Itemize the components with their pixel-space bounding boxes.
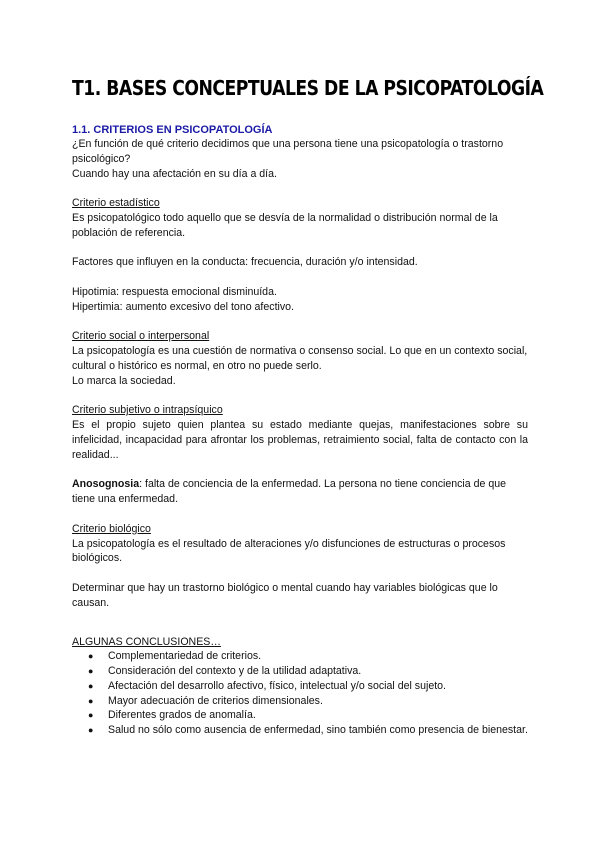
criterio-estadistico-heading: Criterio estadístico [72, 197, 160, 210]
criterio-biologico-heading: Criterio biológico [72, 522, 151, 535]
section-heading: 1.1. CRITERIOS EN PSICOPATOLOGÍA [72, 124, 273, 136]
criterio-subjetivo-heading: Criterio subjetivo o intrapsíquico [72, 404, 223, 417]
conclusiones-heading: ALGUNAS CONCLUSIONES… [72, 635, 221, 648]
list-item: ● Afectación del desarrollo afectivo, físico, intelectual y/o social del sujeto. [88, 679, 447, 692]
bullet-icon: ● [88, 666, 94, 677]
bullet-icon: ● [88, 651, 94, 662]
list-item: ● Complementariedad de criterios. [88, 650, 262, 663]
criterio-subjetivo-text: Es el propio sujeto quien plantea su estado mediante quejas, manifestaciones sobre su infelicidad, incapacidad para afrontar los problemas, retraimiento social, falta de contacto con la realidad... [72, 419, 528, 461]
criterio-biologico-text2: Determinar que hay un trastorno biológico o mental cuando hay variables biológicas que lo causan. [72, 581, 498, 609]
criterio-social-heading: Criterio social o interpersonal [72, 330, 210, 343]
anosognosia-definition: : falta de conciencia de la enfermedad. La persona no tiene conciencia de que tiene una enfermedad. [72, 478, 507, 506]
criterio-social-text2: Lo marca la sociedad. [72, 374, 176, 387]
criterio-social-text: La psicopatología es una cuestión de normativa o consenso social. Lo que en un contexto social, cultural o histórico es normal, en otro no puede serlo. [72, 345, 528, 372]
list-item: ● Mayor adecuación de criterios dimensionales. [88, 694, 323, 707]
intro-answer: Cuando hay una afectación en su día a día. [72, 167, 277, 180]
intro-question: ¿En función de qué criterio decidimos que una persona tiene una psicopatología o trastorno psicológico? [72, 138, 504, 165]
hipotimia-text: Hipotimia: respuesta emocional disminuída. [72, 285, 277, 298]
document-title: T1. BASES CONCEPTUALES DE LA PSICOPATOLOGÍA [72, 76, 544, 100]
anosognosia-paragraph [72, 477, 528, 507]
list-item: ● Consideración del contexto y de la utilidad adaptativa. [88, 665, 362, 678]
conclusiones-list [72, 649, 528, 738]
document-page [72, 70, 544, 738]
list-item: ● Diferentes grados de anomalía. [88, 709, 256, 722]
anosognosia-term: Anosognosia [72, 478, 140, 491]
factores-text: Factores que influyen en la conducta: frecuencia, duración y/o intensidad. [72, 256, 418, 269]
bullet-icon: ● [88, 695, 94, 706]
criterio-biologico-text: La psicopatología es el resultado de alteraciones y/o disfunciones de estructuras o procesos biológicos. [72, 537, 506, 565]
bullet-icon: ● [88, 680, 94, 691]
bullet-icon: ● [88, 725, 94, 736]
list-item: ● Salud no sólo como ausencia de enfermedad, sino también como presencia de bienestar. [88, 724, 528, 737]
criterio-estadistico-text: Es psicopatológico todo aquello que se desvía de la normalidad o distribución normal de la población de referencia. [72, 211, 498, 239]
bullet-icon: ● [88, 710, 94, 721]
hipertimia-text: Hipertimia: aumento excesivo del tono afectivo. [72, 300, 294, 313]
